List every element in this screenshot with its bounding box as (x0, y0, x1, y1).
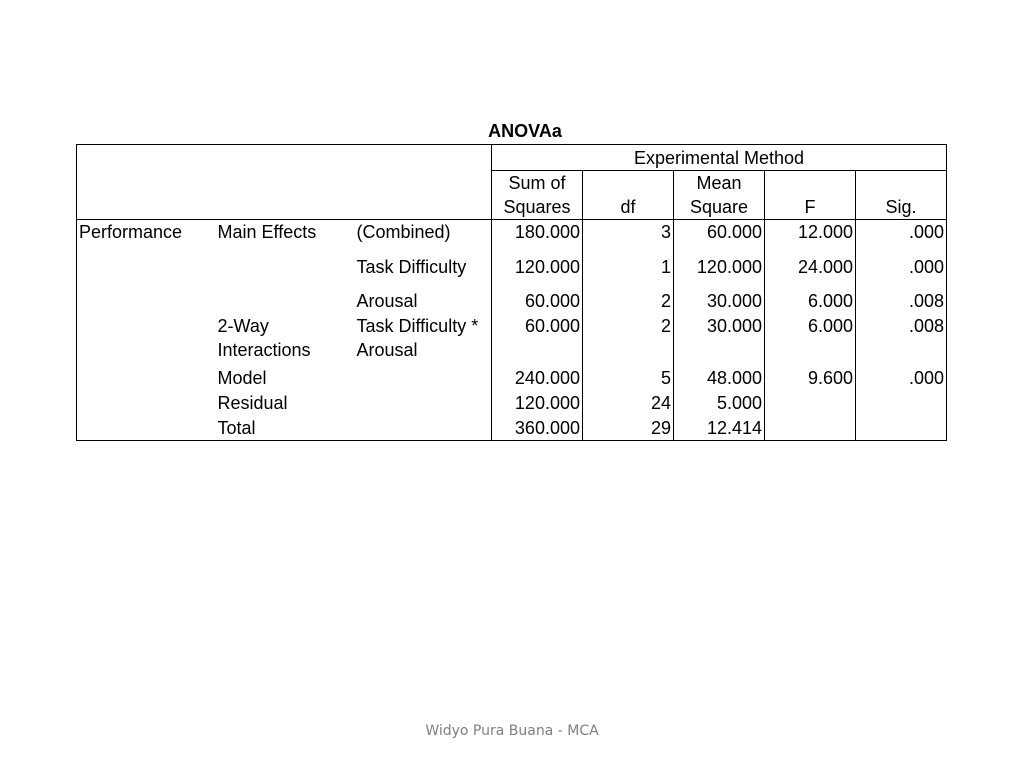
row-label-effect: Task Difficulty * Arousal (356, 315, 479, 360)
group-header-row (77, 145, 947, 171)
cell-mean-square: 120.000 (674, 255, 765, 289)
cell-f: 24.000 (765, 255, 856, 289)
col-header-sum-of-squares: Sum of Squares (492, 171, 583, 220)
cell-sum-of-squares: 120.000 (492, 391, 583, 416)
row-label-dependent (77, 366, 216, 391)
cell-df: 1 (583, 255, 674, 289)
row-label-effect: Arousal (356, 290, 418, 311)
cell-df: 2 (583, 289, 674, 314)
slide-footer: Widyo Pura Buana - MCA (425, 723, 599, 739)
table-row (77, 366, 947, 391)
cell-sum-of-squares: 240.000 (492, 366, 583, 391)
cell-sig: .000 (856, 366, 947, 391)
row-label-effect: Task Difficulty (356, 256, 467, 277)
row-label-source: Model (217, 367, 267, 388)
cell-f (765, 416, 856, 441)
row-label-dependent (77, 255, 216, 289)
cell-df: 5 (583, 366, 674, 391)
cell-mean-square: 48.000 (674, 366, 765, 391)
table-row (77, 391, 947, 416)
table-title: ANOVAa (488, 121, 562, 141)
table-row (77, 416, 947, 441)
cell-df: 3 (583, 220, 674, 255)
table-row (77, 314, 947, 366)
cell-sig: .000 (856, 220, 947, 255)
row-label-effect (355, 416, 492, 441)
row-label-source: Residual (217, 392, 288, 413)
cell-sum-of-squares: 180.000 (492, 220, 583, 255)
cell-sum-of-squares: 60.000 (492, 289, 583, 314)
cell-f: 9.600 (765, 366, 856, 391)
cell-sum-of-squares: 120.000 (492, 255, 583, 289)
cell-mean-square: 12.414 (674, 416, 765, 441)
row-label-effect (355, 391, 492, 416)
cell-f: 6.000 (765, 289, 856, 314)
group-header: Experimental Method (492, 145, 947, 171)
col-header-f: F (765, 171, 856, 220)
table-row (77, 289, 947, 314)
col-header-mean-square: Mean Square (674, 171, 765, 220)
cell-mean-square: 5.000 (674, 391, 765, 416)
row-label-source: Total (216, 416, 355, 441)
cell-df: 29 (583, 416, 674, 441)
row-label-dependent (77, 289, 216, 314)
anova-table (76, 144, 947, 441)
col-header-sig: Sig. (856, 171, 947, 220)
row-label-dependent: Performance (77, 220, 216, 255)
cell-f: 6.000 (765, 314, 856, 366)
cell-df: 2 (583, 314, 674, 366)
cell-sig (856, 416, 947, 441)
cell-sig (856, 391, 947, 416)
cell-sum-of-squares: 60.000 (492, 314, 583, 366)
row-label-dependent (77, 391, 216, 416)
table-row (77, 255, 947, 289)
cell-mean-square: 60.000 (674, 220, 765, 255)
cell-sig: .008 (856, 314, 947, 366)
row-label-source (216, 289, 355, 314)
row-label-source (216, 255, 355, 289)
cell-mean-square: 30.000 (674, 314, 765, 366)
row-label-source: 2-Way Interactions (217, 315, 311, 360)
row-label-effect: (Combined) (356, 222, 451, 242)
cell-sig: .000 (856, 255, 947, 289)
cell-sum-of-squares: 360.000 (492, 416, 583, 441)
col-header-df: df (583, 171, 674, 220)
row-label-source: Main Effects (217, 222, 317, 242)
cell-f: 12.000 (765, 220, 856, 255)
row-label-dependent (77, 416, 216, 441)
table-row (77, 220, 947, 255)
cell-df: 24 (583, 391, 674, 416)
cell-mean-square: 30.000 (674, 289, 765, 314)
row-label-effect (355, 366, 492, 391)
cell-sig: .008 (856, 289, 947, 314)
cell-f (765, 391, 856, 416)
row-label-dependent (77, 314, 216, 366)
